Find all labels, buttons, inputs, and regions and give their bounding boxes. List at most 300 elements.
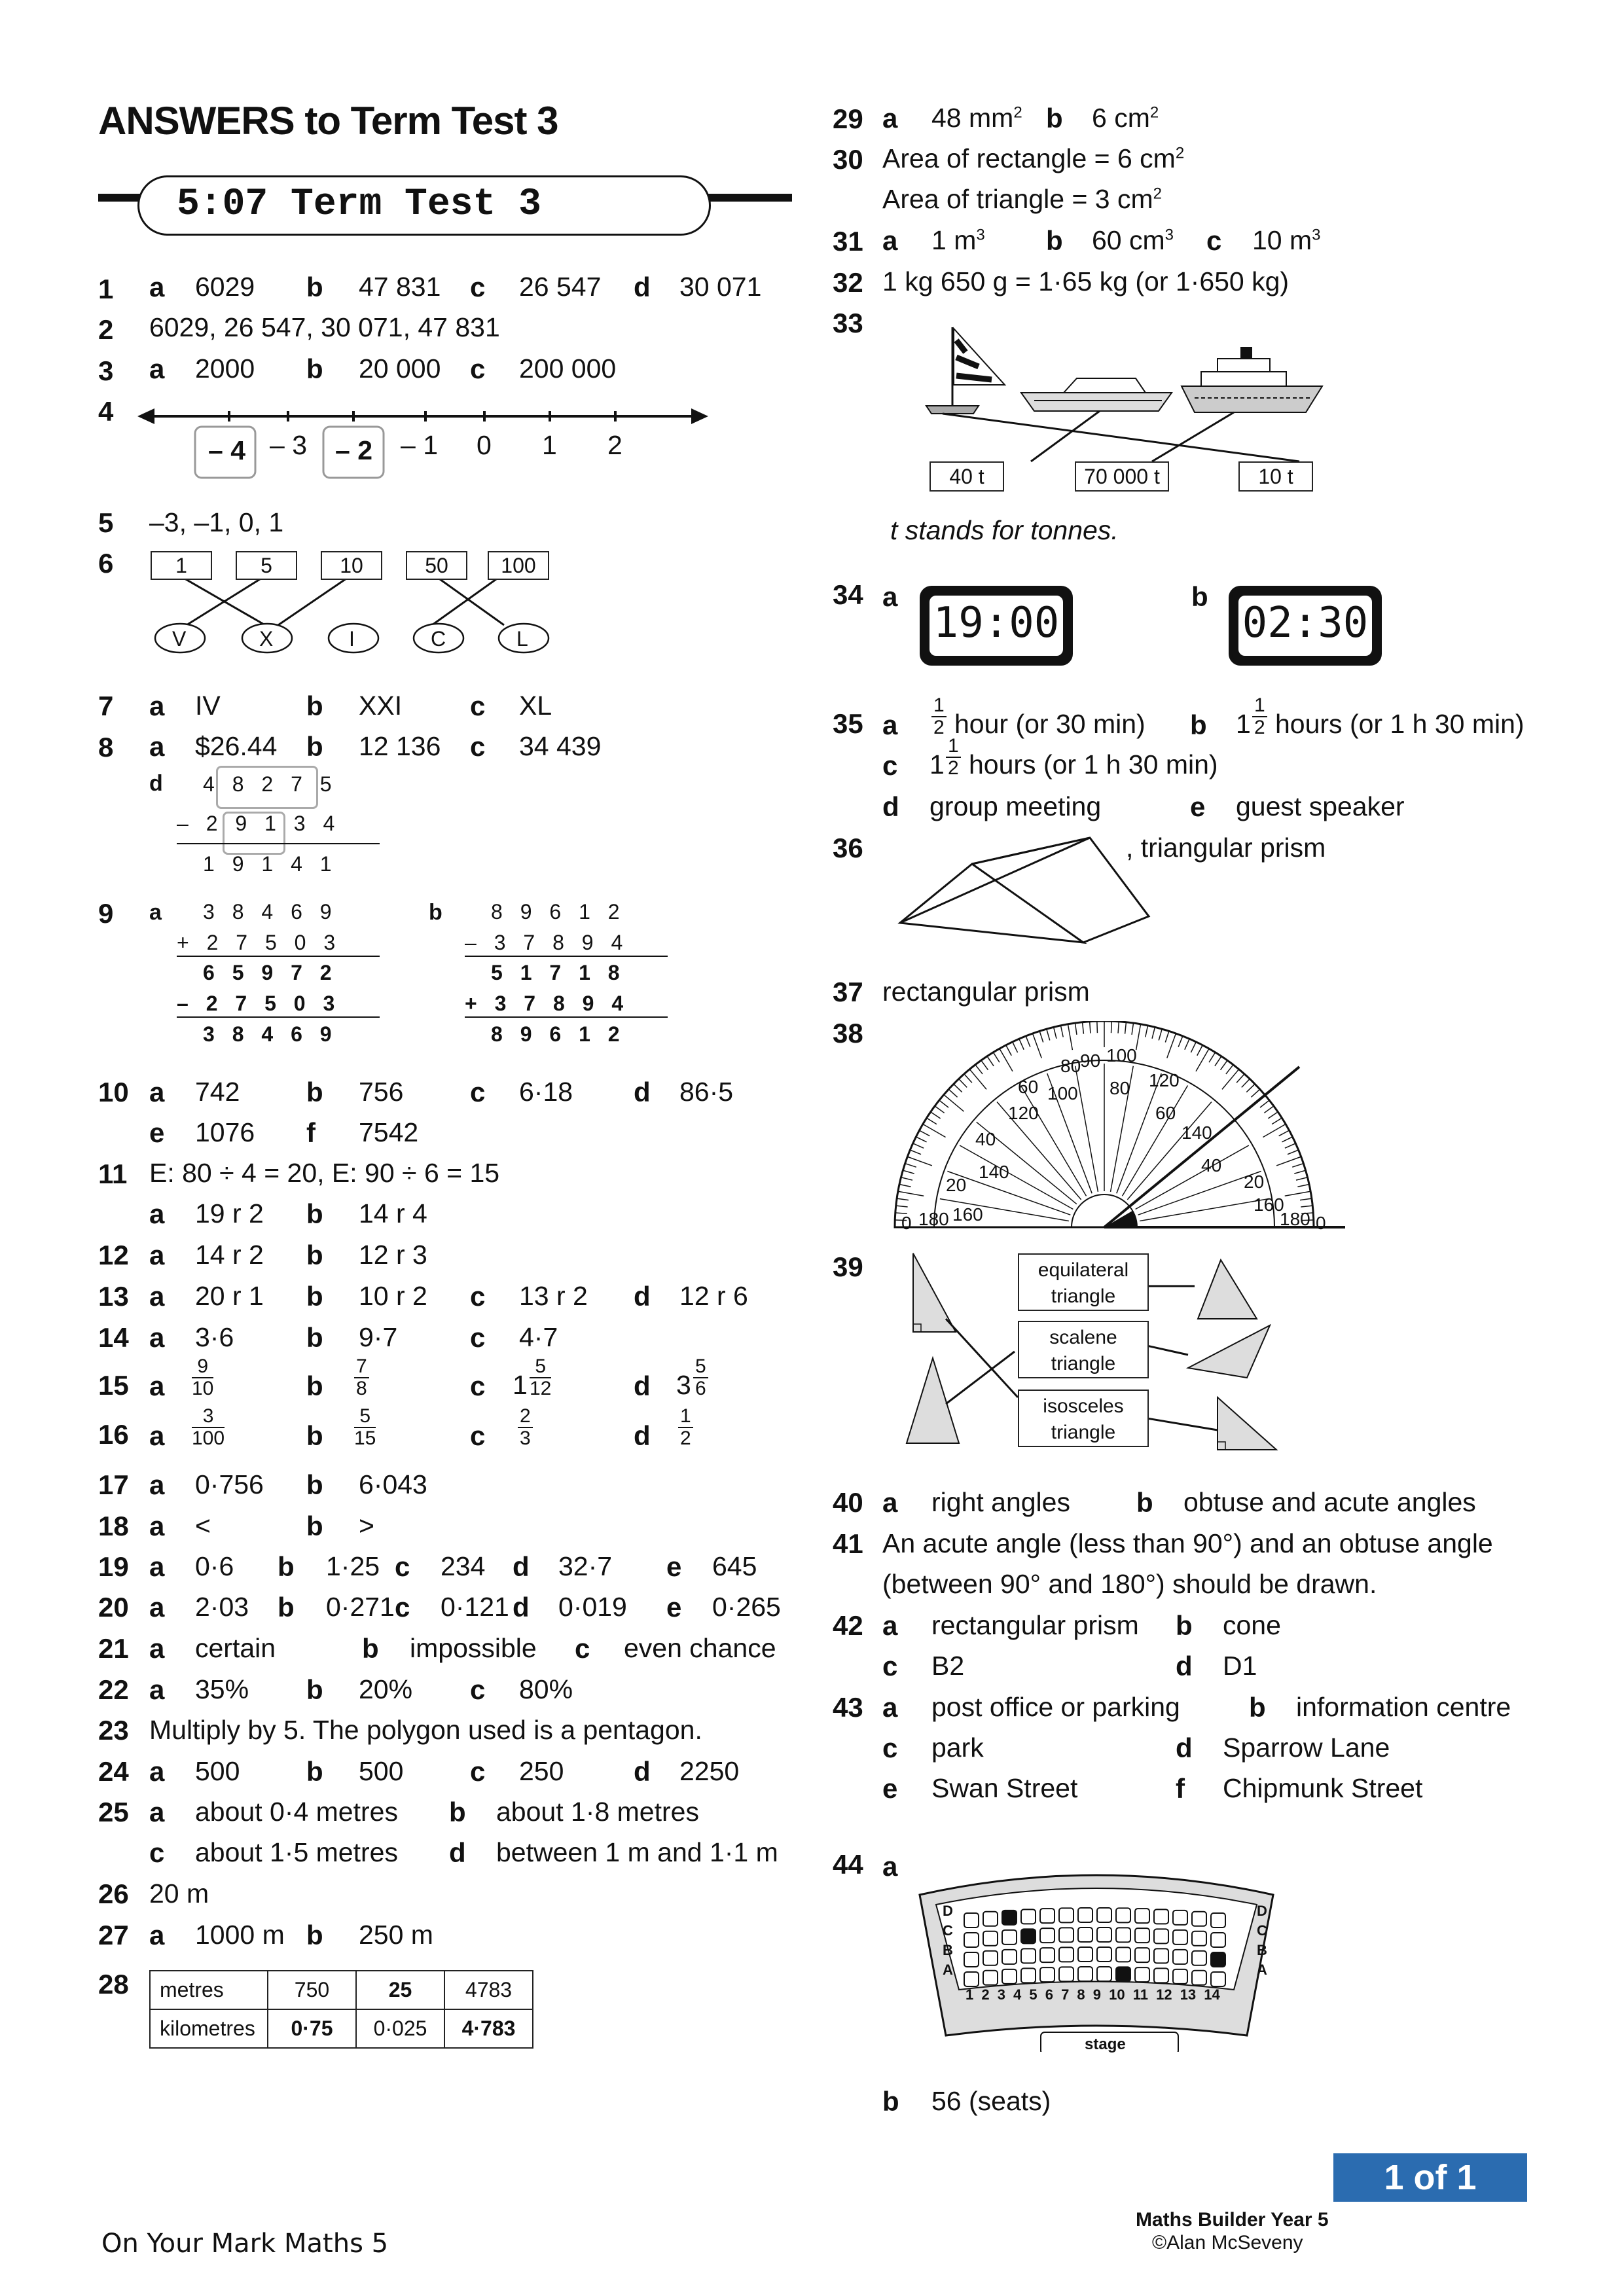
q25-d: between 1 m and 1·1 m [496, 1837, 778, 1867]
number-box: 50 [406, 551, 467, 580]
rule [177, 843, 380, 844]
q41-line2: (between 90° and 180°) should be drawn. [882, 1569, 1377, 1599]
seat [1002, 1969, 1017, 1984]
seat [1040, 1928, 1055, 1943]
q16-d: $\frac{1}{2}$ [678, 1406, 693, 1448]
svg-text:20: 20 [1244, 1172, 1265, 1192]
q41-number: 41 [833, 1528, 863, 1559]
seat [1059, 1967, 1074, 1981]
seat [1097, 1908, 1111, 1922]
q19-c: 234 [441, 1551, 486, 1581]
q35-e: guest speaker [1236, 791, 1405, 821]
q35-c: hours (or 1 h 30 min) [969, 749, 1218, 780]
q13-b: 10 r 2 [359, 1281, 427, 1311]
q34-number: 34 [833, 579, 863, 610]
seat [1040, 1948, 1055, 1962]
roman-letter: C [431, 627, 446, 651]
seat [1192, 1951, 1206, 1965]
q40-number: 40 [833, 1487, 863, 1518]
seat [1116, 1967, 1130, 1981]
section-banner [98, 175, 792, 226]
q24-b: 500 [359, 1756, 404, 1786]
q25-row2: c about 1·5 metres d between 1 m and 1·1 m [149, 1837, 778, 1868]
calc-row: + 2 7 5 0 3 [177, 931, 336, 954]
triangle-label: scalene triangle [1018, 1321, 1149, 1378]
table-row: metres 750 25 4783 [150, 1971, 533, 2009]
number-line-label: 1 [542, 430, 557, 460]
q9-number: 9 [98, 898, 114, 929]
q22-b: 20% [359, 1674, 413, 1704]
seat [983, 1951, 998, 1965]
q11-a: 19 r 2 [195, 1198, 264, 1229]
q27-number: 27 [98, 1920, 129, 1950]
q43-row2: c park d Sparrow Lane [882, 1732, 1390, 1763]
q35-b: hours (or 1 h 30 min) [1275, 709, 1525, 739]
q19-a: 0·6 [195, 1551, 234, 1581]
q8-c: 34 439 [519, 731, 602, 761]
roman-letter: X [259, 627, 274, 651]
q38-number: 38 [833, 1018, 863, 1049]
q19-row: a 0·6 b 1·25 c 234 d 32·7 e 645 [149, 1551, 757, 1582]
conversion-table [149, 1970, 533, 2049]
digital-clock [920, 586, 1073, 666]
q40-row: a right angles b obtuse and acute angles [882, 1487, 1476, 1518]
q36-text: , triangular prism [1126, 833, 1326, 863]
q1-number: 1 [98, 274, 114, 304]
q43-row: a post office or parking b information centre [882, 1692, 1511, 1723]
q19-d: 32·7 [558, 1551, 613, 1581]
seat [1135, 1928, 1149, 1943]
svg-text:100: 100 [1047, 1083, 1078, 1103]
q35-number: 35 [833, 708, 863, 739]
q32-number: 32 [833, 267, 863, 298]
q35-a: hour (or 30 min) [954, 709, 1146, 739]
q10-e: 1076 [195, 1117, 255, 1147]
svg-text:180: 180 [1280, 1209, 1310, 1229]
q4-number: 4 [98, 396, 114, 427]
q32-text: 1 kg 650 g = 1·65 kg (or 1·650 kg) [882, 266, 1290, 296]
q18-a: < [195, 1511, 211, 1541]
subtraction-row: 4 8 2 7 5 [203, 772, 332, 796]
footer-left: On Your Mark Maths 5 [101, 2229, 389, 2259]
svg-text:180: 180 [918, 1209, 949, 1229]
calc-row: – 2 7 5 0 3 [177, 992, 335, 1015]
seat [1192, 1931, 1206, 1946]
q15-c: $\frac{5}{12}$ [530, 1355, 552, 1399]
q43-a: post office or parking [931, 1692, 1180, 1722]
q31-row: a 1 $m^3$ b 60 $cm^3$ c 10 $m^3$ [882, 225, 1321, 256]
q42-row: a rectangular prism b cone [882, 1610, 1281, 1641]
q42-d: D1 [1223, 1651, 1257, 1681]
q40-a: right angles [931, 1487, 1070, 1517]
q1-row [149, 272, 762, 302]
seat [1059, 1908, 1074, 1922]
seat [1097, 1928, 1111, 1942]
seat [1154, 1968, 1168, 1982]
protractor-tick [1111, 1021, 1112, 1033]
q7-c: XL [519, 691, 552, 721]
subtraction-row: 1 9 1 4 1 [203, 852, 332, 876]
seat [1021, 1948, 1036, 1963]
seat [1211, 1933, 1225, 1947]
seat [1173, 1969, 1187, 1984]
svg-text:40: 40 [975, 1129, 996, 1149]
svg-text:120: 120 [1008, 1103, 1039, 1123]
q15-a: $\frac{9}{10}$ [192, 1355, 214, 1399]
number-line-label: 0 [477, 430, 492, 460]
calc-row: 3 8 4 6 9 [203, 900, 332, 924]
q42-number: 42 [833, 1610, 863, 1641]
seat [1021, 1968, 1036, 1982]
seat [1002, 1950, 1017, 1964]
triangle-label: equilateral triangle [1018, 1253, 1149, 1311]
q24-number: 24 [98, 1756, 129, 1787]
q21-row: a certain b impossible c even chance [149, 1633, 776, 1664]
q10-row2: e 1076 f 7542 [149, 1117, 419, 1148]
q42-a: rectangular prism [931, 1610, 1139, 1640]
svg-text:40: 40 [1201, 1155, 1222, 1175]
seat [1078, 1967, 1092, 1981]
q18-b: > [359, 1511, 374, 1541]
q15-row: a $\frac{9}{10}$ b $\frac{7}{8}$ c 1 $\frac{5}{12}$ d 3 $\frac{5}{6}$ [149, 1356, 712, 1408]
q20-b: 0·271 [326, 1592, 395, 1622]
q30-number: 30 [833, 144, 863, 175]
seat [1135, 1948, 1149, 1962]
seat [1116, 1928, 1130, 1942]
q44-row2: b 56 (seats) [882, 2086, 1051, 2117]
q21-c: even chance [624, 1633, 776, 1663]
q25-b: about 1·8 metres [496, 1797, 699, 1827]
seat [1059, 1947, 1074, 1962]
svg-text:160: 160 [952, 1204, 983, 1225]
q19-e: 645 [712, 1551, 757, 1581]
weight-label: 40 t [929, 461, 1004, 492]
q43-f: Chipmunk Street [1223, 1773, 1423, 1803]
q25-c: about 1·5 metres [195, 1837, 398, 1867]
table-row: kilometres 0·75 0·025 4·783 [150, 2009, 533, 2048]
seat [1211, 1972, 1225, 1986]
q7-row: a IV b XXI c XL [149, 691, 552, 721]
q25-row: a about 0·4 metres b about 1·8 metres [149, 1797, 699, 1827]
q1-b: 47 831 [359, 272, 441, 302]
triangle-label: isosceles triangle [1018, 1390, 1149, 1447]
q16-c: $\frac{2}{3}$ [518, 1406, 533, 1448]
q27-b: 250 m [359, 1920, 433, 1950]
q20-a: 2·03 [195, 1592, 249, 1622]
seat [1078, 1928, 1092, 1942]
seat [1078, 1908, 1092, 1922]
clock-time: 02:30 [1238, 596, 1372, 656]
q39-number: 39 [833, 1251, 863, 1282]
q37-number: 37 [833, 977, 863, 1007]
label-d: d [634, 272, 651, 302]
q22-row: a 35% b 20% c 80% [149, 1674, 573, 1705]
seat [1002, 1910, 1017, 1925]
q13-d: 12 r 6 [679, 1281, 748, 1311]
q15-number: 15 [98, 1370, 129, 1401]
seat [1173, 1930, 1187, 1945]
seat [964, 1933, 979, 1947]
roman-letter: V [172, 627, 187, 651]
sailboat-icon [926, 327, 1005, 414]
seat [964, 1972, 979, 1986]
q20-e: 0·265 [712, 1592, 781, 1622]
q41-line1: An acute angle (less than 90°) and an obtuse angle [882, 1528, 1493, 1558]
q42-b: cone [1223, 1610, 1281, 1640]
svg-text:90: 90 [1080, 1050, 1101, 1071]
q16-a: $\frac{3}{100}$ [192, 1405, 225, 1449]
q3-row: a 2000 b 20 000 c 200 000 [149, 353, 617, 384]
svg-text:100: 100 [1106, 1045, 1137, 1066]
q29-row: a 48 $mm^2$ b 6 $cm^2$ [882, 103, 1159, 134]
seat [1040, 1909, 1055, 1923]
q24-a: 500 [195, 1756, 240, 1786]
q14-b: 9·7 [359, 1322, 398, 1352]
q12-number: 12 [98, 1240, 129, 1270]
seat [964, 1952, 979, 1967]
q13-a: 20 r 1 [195, 1281, 264, 1311]
svg-text:60: 60 [1018, 1077, 1039, 1097]
q3-c: 200 000 [519, 353, 617, 384]
q33-number: 33 [833, 308, 863, 338]
calc-row: 3 8 4 6 9 [203, 1022, 332, 1046]
q13-number: 13 [98, 1281, 129, 1312]
svg-text:140: 140 [1182, 1122, 1212, 1143]
q7-number: 7 [98, 691, 114, 721]
q8-row: a $26.44 b 12 136 c 34 439 [149, 731, 602, 762]
seat [1040, 1967, 1055, 1982]
q35-row: a $\frac{1}{2}$ hour (or 30 min) b 1 $\frac{1}{2}$ hours (or 1 h 30 min) [882, 694, 1525, 740]
q29-b: 6 cm [1092, 103, 1150, 133]
banner-title: 5:07 Term Test 3 [177, 183, 541, 226]
stage-label: stage [1085, 2036, 1126, 2053]
svg-text:20: 20 [946, 1175, 967, 1195]
q36-number: 36 [833, 833, 863, 863]
q16-row: a $\frac{3}{100}$ b $\frac{5}{15}$ c $\frac{2}{3}$ d $\frac{1}{2}$ [149, 1406, 712, 1458]
protractor-icon [887, 1021, 1358, 1237]
seat [1154, 1909, 1168, 1924]
calc-row: – 3 7 8 9 4 [465, 931, 623, 954]
q10-number: 10 [98, 1077, 129, 1107]
seat [1002, 1930, 1017, 1945]
q8-number: 8 [98, 732, 114, 762]
q30-line1: Area of rectangle = 6 $cm^2$ [882, 143, 1185, 173]
seating-plan [907, 1869, 1286, 2052]
q29-number: 29 [833, 103, 863, 134]
q8-b: 12 136 [359, 731, 441, 761]
q40-b: obtuse and acute angles [1183, 1487, 1476, 1517]
q22-number: 22 [98, 1674, 129, 1705]
seat [983, 1912, 998, 1926]
q5-number: 5 [98, 507, 114, 538]
seat [1078, 1947, 1092, 1962]
number-box: 10 [321, 551, 382, 580]
q13-row: a 20 r 1 b 10 r 2 c 13 r 2 d 12 r 6 [149, 1281, 748, 1312]
q2-number: 2 [98, 314, 114, 345]
q11-text: E: 80 ÷ 4 = 20, E: 90 ÷ 6 = 15 [149, 1158, 500, 1188]
seat [1097, 1967, 1111, 1981]
seat [1192, 1971, 1206, 1985]
svg-text:120: 120 [1149, 1070, 1180, 1090]
q10-b: 756 [359, 1077, 404, 1107]
seat [1154, 1929, 1168, 1943]
q5-text: –3, –1, 0, 1 [149, 507, 284, 537]
q16-number: 16 [98, 1419, 129, 1450]
q2-text: 6029, 26 547, 30 071, 47 831 [149, 312, 500, 342]
calc-row: + 3 7 8 9 4 [465, 992, 624, 1015]
q31-b: 60 cm [1092, 225, 1165, 255]
q17-b: 6·043 [359, 1469, 427, 1499]
q31-number: 31 [833, 226, 863, 257]
q29-a: 48 mm [931, 103, 1014, 133]
seat [1116, 1908, 1130, 1922]
motorboat-icon [1021, 378, 1172, 411]
q11-row: a 19 r 2 b 14 r 4 [149, 1198, 427, 1229]
q15-d: $\frac{5}{6}$ [693, 1356, 708, 1399]
q24-c: 250 [519, 1756, 564, 1786]
q1-c: 26 547 [519, 272, 602, 302]
label-c: c [470, 272, 486, 302]
number-line-label: 2 [607, 430, 623, 460]
page-number-badge: 1 of 1 [1333, 2153, 1527, 2202]
q30-line2: Area of triangle = 3 $cm^2$ [882, 184, 1162, 214]
q1-d: 30 071 [679, 272, 762, 302]
q42-c: B2 [931, 1651, 965, 1681]
q14-c: 4·7 [519, 1322, 558, 1352]
q43-e: Swan Street [931, 1773, 1078, 1803]
seat [1021, 1929, 1036, 1943]
q27-a: 1000 m [195, 1920, 285, 1950]
q7-b: XXI [359, 691, 403, 721]
q17-row: a 0·756 b 6·043 [149, 1469, 427, 1500]
q6-number: 6 [98, 548, 114, 579]
q18-number: 18 [98, 1511, 129, 1541]
seat [1192, 1912, 1206, 1926]
book-title: Maths Builder Year 5 [1136, 2209, 1329, 2231]
q28-number: 28 [98, 1969, 129, 2000]
label-b: b [306, 272, 323, 302]
q10-c: 6·18 [519, 1077, 573, 1107]
q19-b: 1·25 [326, 1551, 380, 1581]
ship-icon [1182, 347, 1322, 412]
q13-c: 13 r 2 [519, 1281, 588, 1311]
q3-a: 2000 [195, 353, 255, 384]
q20-number: 20 [98, 1592, 129, 1623]
q1-a: 6029 [195, 272, 255, 302]
q21-number: 21 [98, 1633, 129, 1664]
q23-text: Multiply by 5. The polygon used is a pentagon. [149, 1715, 702, 1745]
q25-a: about 0·4 metres [195, 1797, 398, 1827]
q17-number: 17 [98, 1469, 129, 1500]
q8-a: $26.44 [195, 731, 278, 761]
seat [1211, 1913, 1225, 1928]
number-line-label: – 1 [401, 430, 438, 460]
seat [1097, 1947, 1111, 1962]
q21-b: impossible [410, 1633, 537, 1663]
q27-row: a 1000 m b 250 m [149, 1920, 433, 1950]
q31-c: 10 m [1252, 225, 1312, 255]
q10-f: 7542 [359, 1117, 419, 1147]
q44-b: 56 (seats) [931, 2086, 1051, 2116]
seat [1021, 1909, 1036, 1924]
row-labels-right: D C B A [1257, 1903, 1267, 1978]
q3-b: 20 000 [359, 353, 441, 384]
calc-row: 8 9 6 1 2 [491, 900, 620, 924]
q10-a: 742 [195, 1077, 240, 1107]
q17-a: 0·756 [195, 1469, 264, 1499]
seat [983, 1931, 998, 1946]
q16-b: $\frac{5}{15}$ [354, 1405, 376, 1449]
q15-d-whole: 3 [676, 1370, 691, 1400]
q33-note: t stands for tonnes. [890, 515, 1119, 545]
seat [983, 1971, 998, 1985]
q14-a: 3·6 [195, 1322, 234, 1352]
q42-row2: c B2 d D1 [882, 1651, 1257, 1681]
svg-text:0: 0 [901, 1213, 912, 1233]
seat [1135, 1967, 1149, 1982]
q43-c: park [931, 1732, 984, 1763]
number-box: 5 [236, 551, 297, 580]
q24-d: 2250 [679, 1756, 740, 1786]
q12-b: 12 r 3 [359, 1240, 427, 1270]
q25-number: 25 [98, 1797, 129, 1827]
svg-text:160: 160 [1254, 1194, 1284, 1215]
triangular-prism-icon [893, 831, 1155, 949]
seat-numbers: 1 2 3 4 5 6 7 8 9 10 11 12 13 14 [965, 1986, 1220, 2003]
q10-d: 86·5 [679, 1077, 734, 1107]
number-box: 100 [488, 551, 549, 580]
row-labels-left: D C B A [943, 1903, 953, 1978]
q44-number: 44 [833, 1849, 863, 1880]
q43-row3: e Swan Street f Chipmunk Street [882, 1773, 1423, 1804]
calc-row: 8 9 6 1 2 [491, 1022, 620, 1046]
q43-d: Sparrow Lane [1223, 1732, 1390, 1763]
q26-number: 26 [98, 1878, 129, 1909]
q43-b: information centre [1296, 1692, 1511, 1722]
q37-text: rectangular prism [882, 977, 1090, 1007]
q20-c: 0·121 [441, 1592, 509, 1622]
q26-text: 20 m [149, 1878, 209, 1909]
number-line-label: – 4 [208, 435, 245, 465]
q24-row: a 500 b 500 c 250 d 2250 [149, 1756, 740, 1787]
q12-a: 14 r 2 [195, 1240, 264, 1270]
calc-row: 5 1 7 1 8 [491, 961, 620, 984]
q10-row: a 742 b 756 c 6·18 d 86·5 [149, 1077, 734, 1107]
q35-d: group meeting [929, 791, 1102, 821]
calc-row: 6 5 9 7 2 [203, 961, 332, 984]
q7-a: IV [195, 691, 221, 721]
seat [1059, 1928, 1074, 1942]
q22-a: 35% [195, 1674, 249, 1704]
q15-b: $\frac{7}{8}$ [354, 1356, 369, 1399]
svg-text:0: 0 [1316, 1213, 1326, 1233]
number-box: 1 [151, 551, 212, 580]
protractor-tick [1097, 1021, 1098, 1033]
q11-b: 14 r 4 [359, 1198, 427, 1229]
seat [1173, 1910, 1187, 1925]
weight-label: 70 000 t [1075, 461, 1169, 492]
q12-row: a 14 r 2 b 12 r 3 [149, 1240, 427, 1270]
q3-number: 3 [98, 355, 114, 386]
svg-text:140: 140 [979, 1162, 1009, 1182]
seat [1173, 1950, 1187, 1964]
number-line-label: – 3 [270, 430, 307, 460]
roman-letter: L [516, 627, 528, 651]
page-title: ANSWERS to Term Test 3 [98, 99, 558, 143]
seat [1135, 1909, 1149, 1923]
svg-text:80: 80 [1060, 1056, 1081, 1076]
q35-row3: d group meeting e guest speaker [882, 791, 1405, 822]
